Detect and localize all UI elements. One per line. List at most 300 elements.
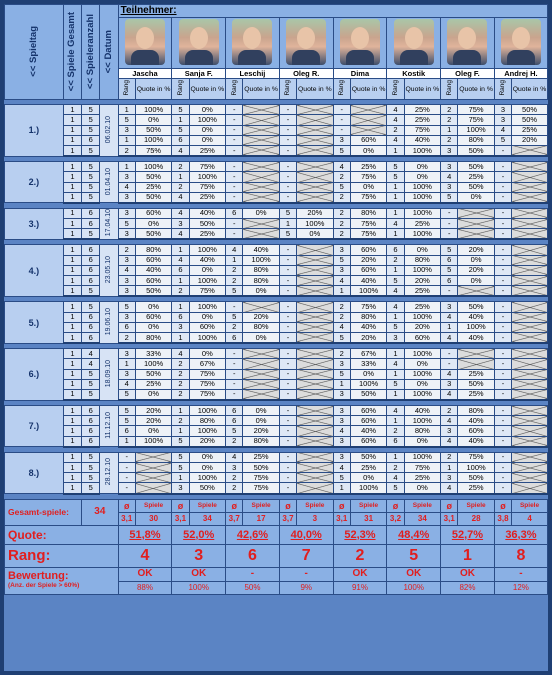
spiele-gesamt-cell: 1	[63, 286, 81, 297]
quote-cell: 75%	[350, 192, 387, 203]
quote-cell: 100%	[404, 452, 441, 462]
rank-cell: -	[494, 162, 511, 172]
spiele-gesamt-cell: 1	[63, 483, 81, 494]
rank-cell: 5	[172, 105, 189, 115]
table-row	[5, 332, 548, 343]
rank-cell: 6	[387, 436, 404, 447]
spiele-gesamt-cell: 1	[63, 389, 81, 400]
spiele-gesamt-cell: 1	[63, 302, 81, 312]
empty-cross-cell	[458, 359, 495, 369]
rank-cell: 4	[441, 436, 458, 447]
spiele-gesamt-cell: 1	[63, 473, 81, 483]
table-row	[5, 265, 548, 275]
quote-cell: 100%	[404, 192, 441, 203]
quote-cell: 0%	[189, 105, 226, 115]
empty-cross-cell	[512, 452, 548, 462]
rank-cell: 3	[333, 436, 350, 447]
bewertung-pct: 50%	[226, 581, 280, 594]
spiele-gesamt-cell: 1	[63, 349, 81, 359]
spiele-word: Spiele	[350, 499, 387, 512]
rank-cell: 2	[118, 245, 135, 255]
rank-cell: 1	[172, 406, 189, 416]
bewertung-value: OK	[172, 567, 226, 581]
quote-cell: 0%	[458, 276, 495, 286]
quote-cell: 0%	[189, 312, 226, 322]
avg-value: 3,1	[172, 512, 189, 525]
empty-cross-cell	[350, 125, 387, 135]
spiele-gesamt-cell: 1	[63, 229, 81, 240]
quote-cell: 80%	[458, 135, 495, 145]
date-cell	[100, 208, 118, 239]
spiele-gesamt-cell: 1	[63, 135, 81, 145]
quote-cell: 0%	[243, 332, 280, 343]
rank-cell: -	[226, 379, 243, 389]
rank-cell: -	[279, 276, 296, 286]
spieleranzahl-cell: 6	[82, 406, 100, 416]
rank-cell: -	[279, 473, 296, 483]
spiele-gesamt-cell: 1	[63, 172, 81, 182]
table-row	[5, 463, 548, 473]
spieleranzahl-cell: 5	[82, 473, 100, 483]
spiele-gesamt-cell: 1	[63, 162, 81, 172]
quote-col-header: Quote in %	[135, 79, 172, 100]
spieleranzahl-cell: 6	[82, 255, 100, 265]
quote-cell: 75%	[350, 302, 387, 312]
quote-value: 36,3%	[494, 525, 547, 544]
player-photo	[279, 18, 333, 69]
rang-col-header	[172, 79, 189, 100]
rank-cell: -	[494, 245, 511, 255]
quote-col-header: Quote in %	[512, 79, 548, 100]
quote-cell: 0%	[458, 192, 495, 203]
rank-cell: 4	[118, 182, 135, 192]
spiele-gesamt-cell: 1	[63, 145, 81, 156]
empty-cross-cell	[512, 172, 548, 182]
quote-label: Quote:	[5, 525, 119, 544]
empty-cross-cell	[297, 369, 334, 379]
rank-cell: -	[226, 302, 243, 312]
avg-symbol: ø	[387, 499, 404, 512]
header-row	[5, 5, 548, 18]
quote-cell: 0%	[350, 369, 387, 379]
quote-cell: 80%	[458, 406, 495, 416]
date-label: 18.09.10	[104, 359, 112, 387]
rang-col-label: Rang	[284, 80, 292, 96]
quote-cell: 75%	[350, 219, 387, 229]
rank-cell: 4	[441, 332, 458, 343]
empty-cross-cell	[512, 182, 548, 192]
quote-cell: 40%	[404, 406, 441, 416]
spiele-gesamt-cell: 1	[63, 192, 81, 203]
rank-cell: -	[118, 473, 135, 483]
player-avatar	[125, 19, 165, 65]
avg-value: 3,1	[441, 512, 458, 525]
spiele-count: 31	[350, 512, 387, 525]
empty-cross-cell	[297, 426, 334, 436]
rank-cell: 2	[172, 182, 189, 192]
quote-cell: 100%	[243, 255, 280, 265]
empty-cross-cell	[297, 135, 334, 145]
rank-cell: 1	[387, 369, 404, 379]
rank-cell: 1	[118, 359, 135, 369]
spieleranzahl-cell: 5	[82, 369, 100, 379]
rank-cell: -	[279, 115, 296, 125]
spiele-word: Spiele	[189, 499, 226, 512]
spiele-gesamt-header	[63, 5, 81, 100]
quote-cell: 80%	[404, 255, 441, 265]
quote-cell: 20%	[297, 208, 334, 218]
quote-cell: 0%	[135, 302, 172, 312]
rank-cell: 3	[172, 483, 189, 494]
rank-cell: 2	[441, 406, 458, 416]
player-name: Jascha	[118, 69, 172, 79]
spiele-word: Spiele	[243, 499, 280, 512]
spiele-word: Spiele	[404, 499, 441, 512]
bewertung-value: OK	[118, 567, 172, 581]
quote-cell: 50%	[135, 192, 172, 203]
quote-cell: 40%	[458, 332, 495, 343]
rank-cell: 3	[226, 463, 243, 473]
spieleranzahl-cell: 6	[82, 426, 100, 436]
rank-cell: -	[279, 312, 296, 322]
rank-cell: -	[494, 483, 511, 494]
table-row	[5, 452, 548, 462]
avg-value: 3,1	[118, 512, 135, 525]
rank-cell: 5	[494, 135, 511, 145]
quote-cell: 100%	[458, 322, 495, 332]
spiele-count: 34	[189, 512, 226, 525]
quote-cell: 25%	[350, 463, 387, 473]
rang-value: 1	[441, 544, 495, 567]
quote-cell: 75%	[404, 463, 441, 473]
table-row	[5, 426, 548, 436]
spieleranzahl-cell: 6	[82, 322, 100, 332]
empty-cross-cell	[297, 245, 334, 255]
spieleranzahl-cell: 5	[82, 452, 100, 462]
rang-col-label: Rang	[391, 80, 399, 96]
avg-symbol: ø	[494, 499, 511, 512]
player-name: Oleg F.	[441, 69, 495, 79]
rank-cell: 3	[118, 255, 135, 265]
quote-cell: 40%	[350, 322, 387, 332]
empty-cross-cell	[243, 182, 280, 192]
rank-cell: -	[441, 359, 458, 369]
rank-cell: 1	[333, 286, 350, 297]
rank-cell: 1	[441, 322, 458, 332]
rank-cell: -	[279, 332, 296, 343]
quote-cell: 25%	[189, 192, 226, 203]
quote-cell: 60%	[350, 416, 387, 426]
rank-cell: 1	[441, 125, 458, 135]
quote-cell: 25%	[404, 286, 441, 297]
rank-cell: 2	[387, 125, 404, 135]
rank-cell: -	[279, 255, 296, 265]
spieleranzahl-cell: 5	[82, 125, 100, 135]
spieltag-label: 5.)	[5, 302, 64, 343]
rank-cell: 4	[333, 463, 350, 473]
empty-cross-cell	[512, 416, 548, 426]
table-row	[5, 302, 548, 312]
rank-cell: 1	[226, 255, 243, 265]
rank-cell: 5	[333, 473, 350, 483]
spiele-count: 34	[404, 512, 441, 525]
rang-col-header	[441, 79, 458, 100]
date-cell	[100, 452, 118, 493]
rank-cell: 1	[387, 229, 404, 240]
empty-cross-cell	[512, 379, 548, 389]
rang-value: 8	[494, 544, 547, 567]
rank-cell: -	[494, 286, 511, 297]
quote-col-header: Quote in %	[243, 79, 280, 100]
quote-cell: 40%	[135, 265, 172, 275]
rank-cell: 4	[172, 145, 189, 156]
quote-cell: 0%	[135, 426, 172, 436]
rank-cell: -	[494, 452, 511, 462]
player-photo	[118, 18, 172, 69]
empty-cross-cell	[512, 406, 548, 416]
rank-cell: 4	[387, 105, 404, 115]
quote-cell: 80%	[350, 312, 387, 322]
quote-cell: 100%	[189, 426, 226, 436]
rank-cell: 4	[226, 452, 243, 462]
quote-cell: 50%	[189, 483, 226, 494]
empty-cross-cell	[297, 192, 334, 203]
quote-cell: 100%	[189, 332, 226, 343]
quote-cell: 100%	[189, 115, 226, 125]
rank-cell: 5	[118, 115, 135, 125]
quote-cell: 75%	[458, 115, 495, 125]
empty-cross-cell	[297, 389, 334, 400]
rank-cell: -	[226, 135, 243, 145]
bewertung-pct: 100%	[387, 581, 441, 594]
quote-cell: 100%	[458, 125, 495, 135]
spieltag-header	[5, 5, 64, 100]
rank-cell: 6	[226, 208, 243, 218]
rank-cell: -	[494, 322, 511, 332]
rank-cell: 3	[333, 245, 350, 255]
quote-cell: 25%	[404, 115, 441, 125]
quote-cell: 40%	[243, 245, 280, 255]
quote-cell: 20%	[404, 276, 441, 286]
quote-cell: 40%	[189, 255, 226, 265]
spieleranzahl-cell: 5	[82, 229, 100, 240]
rank-cell: -	[118, 452, 135, 462]
rank-cell: 3	[387, 332, 404, 343]
player-name: Sanja F.	[172, 69, 226, 79]
rank-cell: 5	[387, 322, 404, 332]
quote-value: 52,0%	[172, 525, 226, 544]
empty-cross-cell	[512, 389, 548, 400]
rank-cell: -	[279, 172, 296, 182]
date-cell	[100, 105, 118, 156]
spiele-gesamt-cell: 1	[63, 359, 81, 369]
rank-cell: -	[441, 208, 458, 218]
avg-value: 3,2	[387, 512, 404, 525]
date-cell	[100, 162, 118, 203]
empty-cross-cell	[512, 436, 548, 447]
rank-cell: 5	[279, 229, 296, 240]
empty-cross-cell	[297, 172, 334, 182]
rank-cell: -	[118, 463, 135, 473]
empty-cross-cell	[512, 276, 548, 286]
quote-cell: 60%	[135, 208, 172, 218]
table-row	[5, 145, 548, 156]
rank-cell: -	[279, 245, 296, 255]
quote-cell: 75%	[243, 483, 280, 494]
rank-cell: -	[441, 286, 458, 297]
rank-cell: 2	[333, 208, 350, 218]
rank-cell: 2	[333, 349, 350, 359]
spieleranzahl-cell: 5	[82, 162, 100, 172]
empty-cross-cell	[243, 219, 280, 229]
rang-value: 3	[172, 544, 226, 567]
spieleranzahl-cell: 6	[82, 265, 100, 275]
rank-cell: 3	[441, 145, 458, 156]
empty-cross-cell	[512, 219, 548, 229]
results-sheet	[4, 4, 548, 671]
quote-cell: 100%	[350, 483, 387, 494]
rank-cell: -	[226, 219, 243, 229]
rank-cell: -	[279, 322, 296, 332]
player-avatar	[340, 19, 380, 65]
quote-cell: 100%	[135, 105, 172, 115]
player-photo	[441, 18, 495, 69]
empty-cross-cell	[243, 172, 280, 182]
quote-cell: 60%	[189, 322, 226, 332]
quote-cell: 25%	[458, 483, 495, 494]
rank-cell: 4	[441, 369, 458, 379]
player-photo	[172, 18, 226, 69]
bewertung-value: OK	[441, 567, 495, 581]
quote-cell: 25%	[404, 219, 441, 229]
spieleranzahl-cell: 5	[82, 302, 100, 312]
bewertung-pct: 82%	[441, 581, 495, 594]
quote-cell: 25%	[243, 452, 280, 462]
player-name: Dima	[333, 69, 387, 79]
rank-cell: 5	[387, 162, 404, 172]
quote-col-header: Quote in %	[458, 79, 495, 100]
empty-cross-cell	[458, 219, 495, 229]
date-label: 17.04.10	[104, 209, 112, 237]
quote-cell: 0%	[404, 483, 441, 494]
rank-cell: 1	[172, 172, 189, 182]
spieleranzahl-cell: 5	[82, 115, 100, 125]
rank-cell: 2	[387, 463, 404, 473]
quote-col-header: Quote in %	[297, 79, 334, 100]
empty-cross-cell	[243, 145, 280, 156]
spieleranzahl-cell: 5	[82, 105, 100, 115]
rank-cell: 1	[387, 452, 404, 462]
quote-cell: 60%	[350, 436, 387, 447]
rang-label: Rang:	[5, 544, 119, 567]
rang-col-label: Rang	[445, 80, 453, 96]
empty-cross-cell	[297, 349, 334, 359]
table-row	[5, 389, 548, 400]
rank-cell: 1	[172, 302, 189, 312]
rank-cell: 3	[441, 182, 458, 192]
spieltag-label: 3.)	[5, 208, 64, 239]
avg-symbol: ø	[172, 499, 189, 512]
rank-cell: 2	[172, 416, 189, 426]
rank-cell: 1	[118, 162, 135, 172]
quote-cell: 100%	[135, 359, 172, 369]
spieltag-header-label: << Spieltag	[27, 26, 39, 77]
rang-col-label: Rang	[230, 80, 238, 96]
spiele-gesamt-cell: 1	[63, 369, 81, 379]
rank-cell: 3	[441, 379, 458, 389]
empty-cross-cell	[350, 105, 387, 115]
rank-cell: -	[494, 369, 511, 379]
rank-cell: 6	[172, 265, 189, 275]
empty-cross-cell	[297, 416, 334, 426]
rank-cell: 1	[387, 182, 404, 192]
spieleranzahl-cell: 6	[82, 219, 100, 229]
rank-cell: 2	[333, 219, 350, 229]
rank-cell: 3	[118, 369, 135, 379]
rank-cell: -	[279, 135, 296, 145]
rank-cell: 1	[387, 349, 404, 359]
rank-cell: 3	[118, 192, 135, 203]
quote-cell: 33%	[135, 349, 172, 359]
quote-cell: 0%	[404, 162, 441, 172]
empty-cross-cell	[297, 463, 334, 473]
empty-cross-cell	[512, 369, 548, 379]
spiele-count: 4	[512, 512, 548, 525]
empty-cross-cell	[297, 406, 334, 416]
rank-cell: 4	[172, 208, 189, 218]
rang-col-label: Rang	[176, 80, 184, 96]
quote-cell: 50%	[350, 452, 387, 462]
spieleranzahl-cell: 5	[82, 286, 100, 297]
spiele-gesamt-cell: 1	[63, 379, 81, 389]
bewertung-label: Bewertung:	[8, 570, 69, 583]
rank-cell: 3	[118, 229, 135, 240]
rank-cell: 5	[118, 416, 135, 426]
rank-cell: 2	[226, 265, 243, 275]
gesamtspiele-label: Gesamt-spiele:	[5, 499, 82, 525]
spieleranzahl-cell: 6	[82, 208, 100, 218]
table-row	[5, 276, 548, 286]
quote-cell: 75%	[458, 105, 495, 115]
spiele-count: 3	[297, 512, 334, 525]
quote-cell: 60%	[404, 332, 441, 343]
rank-cell: 2	[172, 379, 189, 389]
quote-value: 40,0%	[279, 525, 333, 544]
date-label: 06.02.10	[104, 115, 112, 144]
rank-cell: 2	[226, 483, 243, 494]
bewertung-pct: 91%	[333, 581, 387, 594]
rank-cell: 6	[118, 426, 135, 436]
quote-cell: 0%	[189, 135, 226, 145]
rank-cell: 4	[441, 416, 458, 426]
rank-cell: 6	[441, 276, 458, 286]
quote-cell: 80%	[243, 276, 280, 286]
spiele-gesamt-cell: 1	[63, 265, 81, 275]
spiele-count: 17	[243, 512, 280, 525]
spieleranzahl-cell: 6	[82, 436, 100, 447]
table-row	[5, 473, 548, 483]
rank-cell: -	[494, 406, 511, 416]
quote-cell: 40%	[350, 276, 387, 286]
rank-cell: -	[279, 302, 296, 312]
rank-cell: 5	[118, 406, 135, 416]
quote-cell: 100%	[404, 312, 441, 322]
spieltag-label: 4.)	[5, 245, 64, 296]
empty-cross-cell	[512, 208, 548, 218]
quote-cell: 0%	[404, 245, 441, 255]
empty-cross-cell	[297, 359, 334, 369]
empty-cross-cell	[512, 255, 548, 265]
